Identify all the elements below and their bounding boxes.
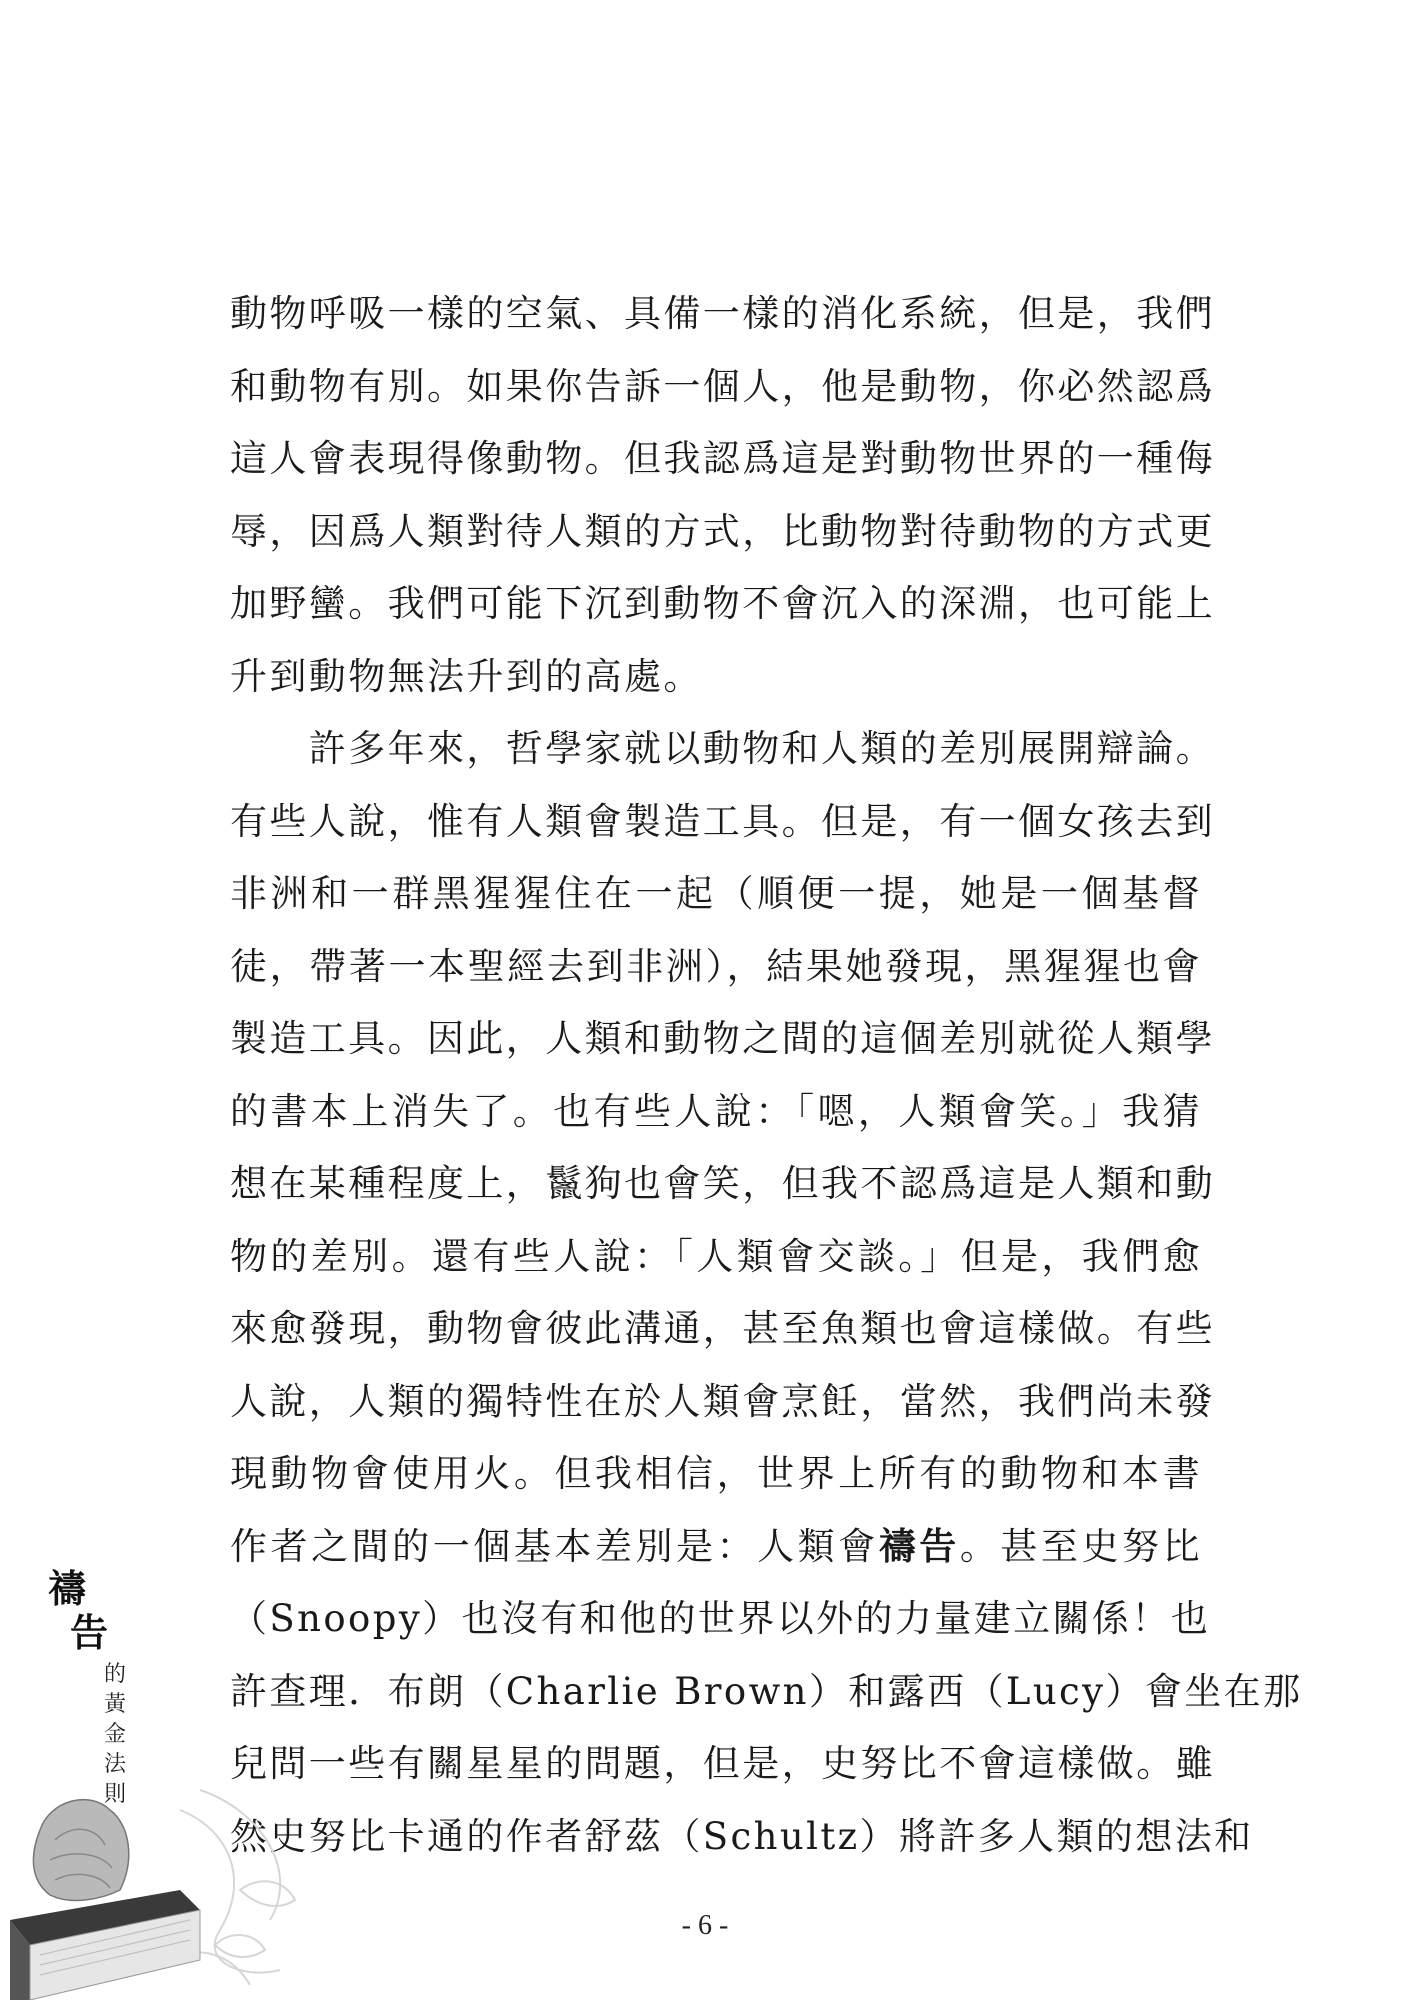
emphasis-prayer: 禱告 [878, 1524, 960, 1568]
title-char: 告 [70, 1611, 109, 1655]
text-line: 徒，帶著一本聖經去到非洲），結果她發現，黑猩猩也會 [230, 944, 1202, 988]
text-line: 來愈發現，動物會彼此溝通，甚至魚類也會這樣做。有些 [230, 1307, 1215, 1350]
title-char: 黃 [103, 1692, 126, 1717]
title-char: 禱 [48, 1567, 87, 1611]
title-char: 則 [103, 1782, 126, 1807]
text-line: （Snoopy）也沒有和他的世界以外的力量建立關係！也 [230, 1597, 1211, 1640]
text-line: 兒問一些有關星星的問題，但是，史努比不會這樣做。雖 [230, 1742, 1215, 1785]
text-line: 動物呼吸一樣的空氣、具備一樣的消化系統，但是，我們 [230, 292, 1215, 335]
text-line: 物的差別。還有些人說：「人類會交談。」但是，我們愈 [230, 1234, 1202, 1278]
text-line: 人說，人類的獨特性在於人類會烹飪，當然，我們尚未發 [230, 1379, 1215, 1423]
text-line: 辱，因爲人類對待人類的方式，比動物對待動物的方式更 [230, 509, 1215, 553]
text-line: 然史努比卡通的作者舒茲（Schultz）將許多人類的想法和 [230, 1814, 1254, 1858]
text-line: 加野蠻。我們可能下沉到動物不會沉入的深淵，也可能上 [230, 582, 1215, 625]
body-text [230, 278, 1303, 1873]
text-line: 和動物有別。如果你告訴一個人，他是動物，你必然認爲 [230, 364, 1215, 408]
text-line: 這人會表現得像動物。但我認爲這是對動物世界的一種侮 [230, 437, 1215, 480]
text-line: 的書本上消失了。也有些人說：「嗯，人類會笑。」我猜 [230, 1089, 1202, 1133]
page-number: - 6 - [681, 1910, 729, 1941]
text-segment: 作者之間的一個基本差別是：人類會 [230, 1524, 879, 1568]
praying-hands-on-bible-illustration [0, 1770, 330, 2000]
title-char: 的 [103, 1662, 126, 1687]
title-char: 法 [103, 1752, 126, 1777]
text-line: 非洲和一群黑猩猩住在一起（順便一提，她是一個基督 [230, 872, 1202, 915]
text-line: 製造工具。因此，人類和動物之間的這個差別就從人類學 [230, 1017, 1215, 1060]
text-line: 有些人說，惟有人類會製造工具。但是，有一個女孩去到 [230, 799, 1215, 843]
text-line: 許查理．布朗（Charlie Brown）和露西（Lucy）會坐在那 [230, 1669, 1303, 1713]
text-segment: 。甚至史努比 [959, 1524, 1202, 1568]
text-line: 升到動物無法升到的高處。 [230, 654, 703, 698]
text-line: 許多年來，哲學家就以動物和人類的差別展開辯論。 [230, 727, 1215, 770]
title-char: 金 [103, 1722, 126, 1747]
text-line: 現動物會使用火。但我相信，世界上所有的動物和本書 [230, 1452, 1202, 1495]
text-line-with-emphasis [230, 1511, 1202, 1584]
text-line: 想在某種程度上，鬣狗也會笑，但我不認爲這是人類和動 [230, 1162, 1215, 1205]
